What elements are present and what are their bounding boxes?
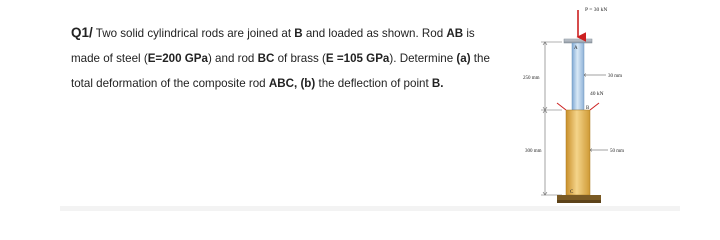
dim-ab-diameter-label: 30 mm	[608, 74, 623, 79]
question-number: Q1/	[71, 25, 93, 40]
dim-bc-length-label: 300 mm	[525, 149, 542, 154]
question-line-3: total deformation of the composite rod ABC, (b) the deflection of point B.	[71, 77, 444, 90]
top-plate	[564, 39, 592, 43]
base-plate	[557, 195, 601, 200]
cropped-next-line-ghost	[60, 203, 680, 211]
label-c: C	[570, 190, 574, 195]
question-line-1: Q1/ Two solid cylindrical rods are joined at B and loaded as shown. Rod AB is	[71, 25, 475, 40]
load-q-arrow-left	[557, 103, 566, 110]
load-q-arrow-right	[590, 103, 599, 110]
question-text	[71, 20, 526, 96]
composite-rod-diagram	[520, 0, 720, 211]
dim-bc-diameter-label: 50 mm	[610, 149, 625, 154]
brass-rod-bc	[566, 110, 590, 195]
question-line-2: made of steel (E=200 GPa) and rod BC of brass (E =105 GPa). Determine (a) the	[71, 52, 490, 65]
dim-ab-length-label: 250 mm	[523, 76, 540, 81]
label-a: A	[574, 46, 578, 51]
composite-rod-figure	[520, 0, 720, 211]
load-q-label: 40 kN	[590, 91, 604, 97]
steel-rod-ab	[572, 43, 584, 110]
label-b: B	[586, 106, 590, 111]
load-p-label: P = 30 kN	[585, 7, 608, 13]
